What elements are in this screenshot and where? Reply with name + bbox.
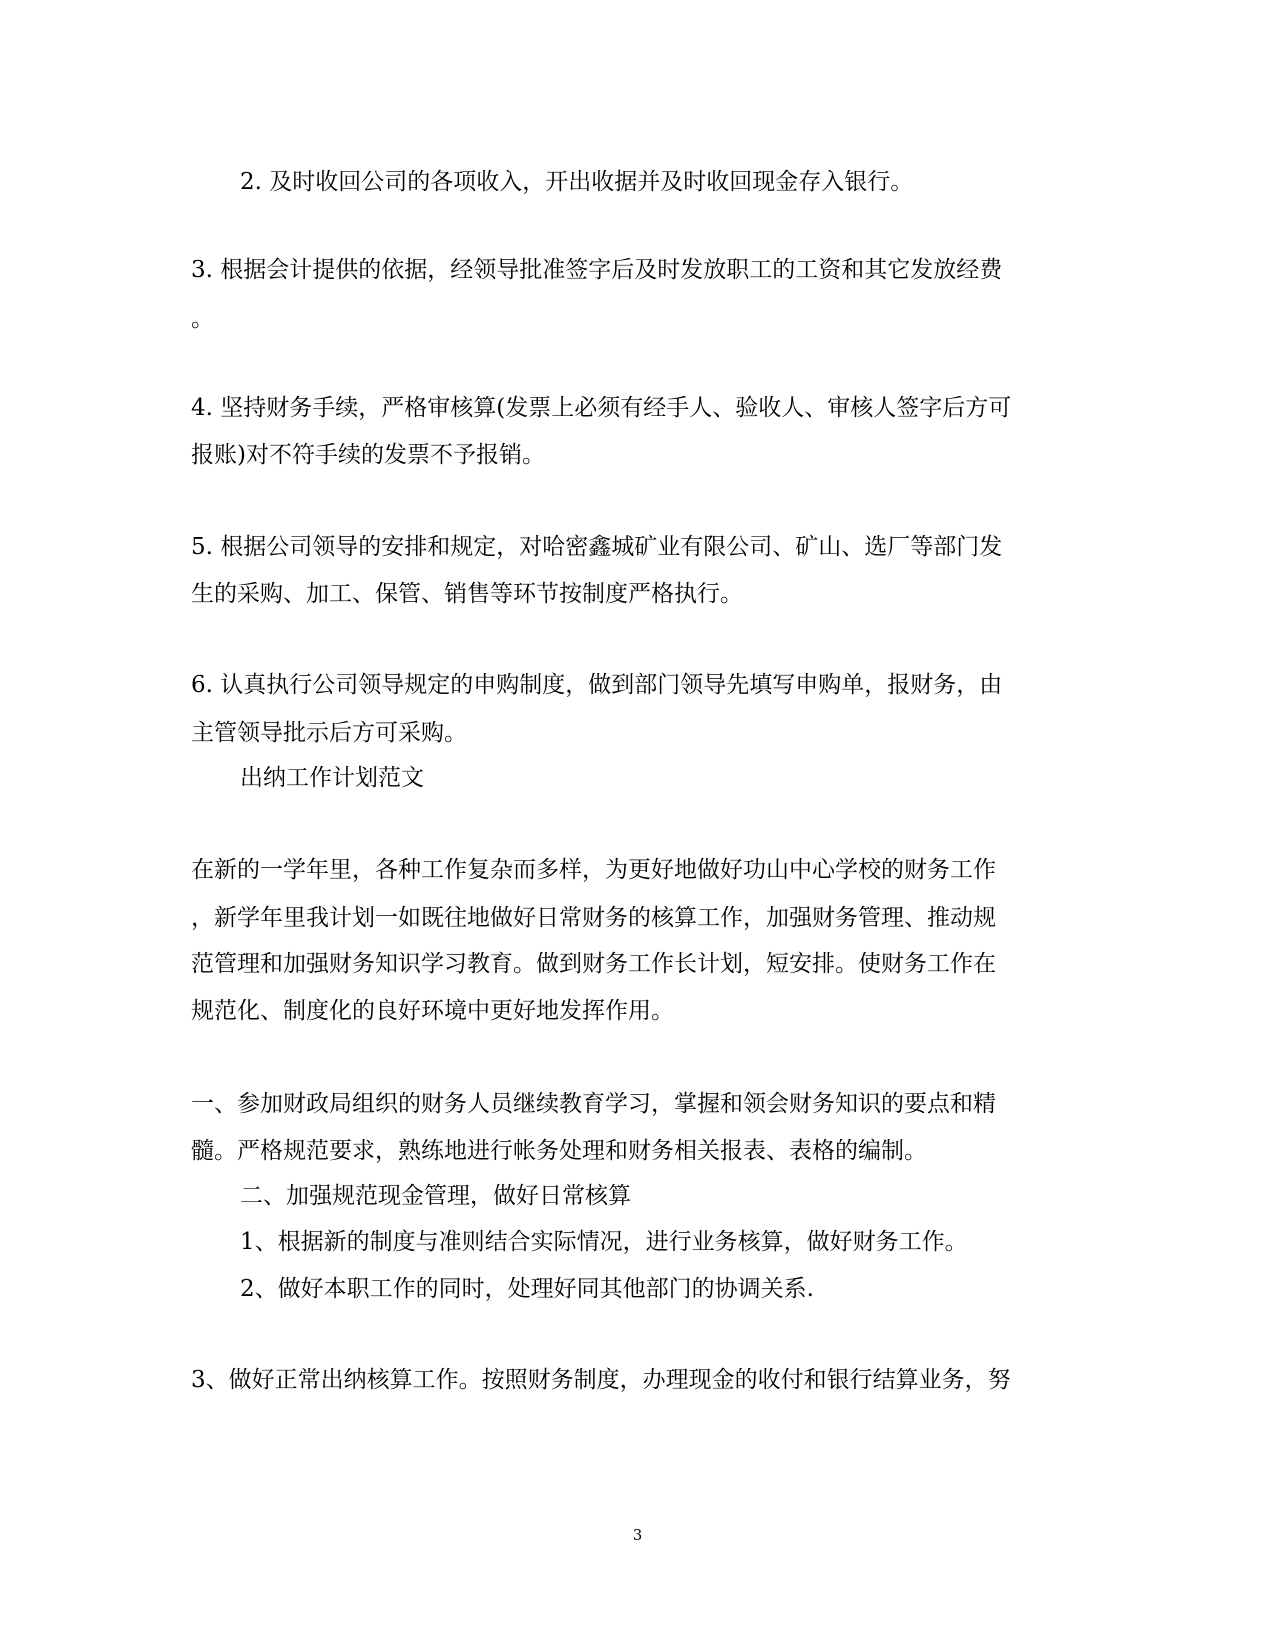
list-item-one: 1、根据新的制度与准则结合实际情况，进行业务核算，做好财务工作。 [240,1229,968,1255]
text-line-item-2: 2. 及时收回公司的各项收入，开出收据并及时收回现金存入银行。 [240,169,914,195]
text-line-item-6: 6. 认真执行公司领导规定的申购制度，做到部门领导先填写申购单，报财务，由 [191,672,1003,698]
intro-line-4: 规范化、制度化的良好环境中更好地发挥作用。 [191,998,674,1024]
text-line-item-5-continued: 生的采购、加工、保管、销售等环节按制度严格执行。 [191,581,743,607]
text-line-item-5: 5. 根据公司领导的安排和规定，对哈密鑫城矿业有限公司、矿山、选厂等部门发 [191,534,1003,560]
text-line-item-4-continued: 报账)对不符手续的发票不予报销。 [191,442,545,468]
heading-one-line-2: 髓。严格规范要求，熟练地进行帐务处理和财务相关报表、表格的编制。 [191,1138,927,1164]
list-item-three: 3、做好正常出纳核算工作。按照财务制度，办理现金的收付和银行结算业务，努 [191,1367,1011,1393]
page-number: 3 [632,1526,643,1544]
intro-line-3: 范管理和加强财务知识学习教育。做到财务工作长计划，短安排。使财务工作在 [191,951,996,977]
section-title: 出纳工作计划范文 [240,765,424,791]
list-item-two: 2、做好本职工作的同时，处理好同其他部门的协调关系. [240,1276,814,1302]
heading-two: 二、加强规范现金管理，做好日常核算 [240,1183,631,1209]
heading-one-line-1: 一、参加财政局组织的财务人员继续教育学习，掌握和领会财务知识的要点和精 [191,1091,996,1117]
intro-line-1: 在新的一学年里，各种工作复杂而多样，为更好地做好功山中心学校的财务工作 [191,857,996,883]
text-line-item-3-continued: 。 [191,306,214,332]
intro-line-2: ，新学年里我计划一如既往地做好日常财务的核算工作，加强财务管理、推动规 [191,905,996,931]
text-line-item-4: 4. 坚持财务手续，严格审核算(发票上必须有经手人、验收人、审核人签字后方可 [191,395,1012,421]
text-line-item-3: 3. 根据会计提供的依据，经领导批准签字后及时发放职工的工资和其它发放经费 [191,257,1003,283]
text-line-item-6-continued: 主管领导批示后方可采购。 [191,720,467,746]
